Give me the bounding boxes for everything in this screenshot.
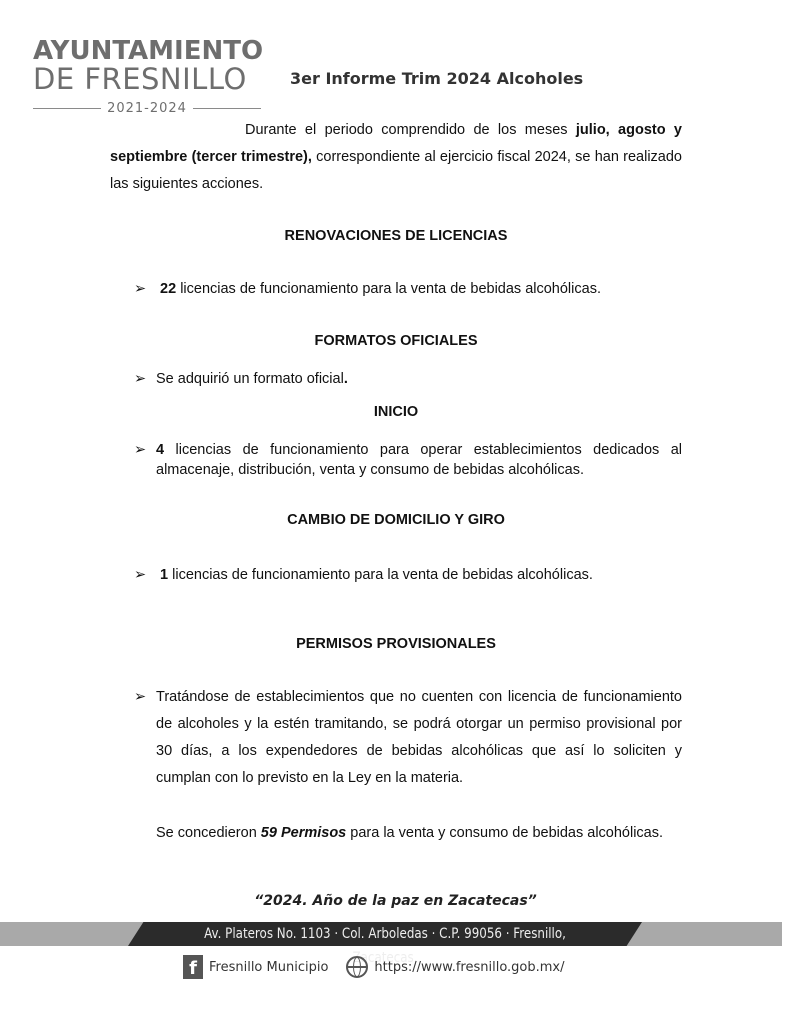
- item-text: licencias de funcionamiento para operar establecimientos dedicados al almacenaje, distribución, venta y consumo de bebidas alcohólicas.: [156, 442, 682, 478]
- arrow-bullet-icon: ➢: [134, 442, 147, 458]
- facebook-link[interactable]: Fresnillo Municipio: [209, 959, 329, 975]
- globe-icon: [346, 956, 368, 978]
- logo-ayuntamiento: AYUNTAMIENTO: [33, 36, 264, 66]
- list-item: [134, 440, 682, 480]
- permisos-count: 59 Permisos: [260, 825, 347, 841]
- list-item: [134, 684, 682, 792]
- logo-years: [33, 101, 261, 116]
- logo-fresnillo: DE FRESNILLO: [33, 62, 247, 96]
- arrow-bullet-icon: ➢: [134, 689, 147, 705]
- item-text: Tratándose de establecimientos que no cuenten con licencia de funcionamiento de alcoholes y la estén tramitando, se podrá otorgar un permiso provisional por 30 días, a los expendedores de bebidas alcohólicas que así lo soliciten y cumplan con lo previsto en la Ley en la materia.: [156, 689, 682, 786]
- arrow-bullet-icon: ➢: [134, 371, 147, 387]
- count: 4: [156, 442, 165, 458]
- document-title: 3er Informe Trim 2024 Alcoholes: [290, 69, 584, 88]
- logo-years-text: 2021-2024: [107, 101, 187, 116]
- intro-text: Durante el periodo comprendido de los meses: [245, 122, 576, 138]
- heading-formatos: FORMATOS OFICIALES: [314, 333, 478, 349]
- footer-social: [183, 955, 565, 979]
- heading-renovaciones: RENOVACIONES DE LICENCIAS: [284, 228, 508, 244]
- heading-permisos: PERMISOS PROVISIONALES: [296, 636, 496, 652]
- arrow-bullet-icon: ➢: [134, 567, 147, 583]
- intro-bold: julio, agosto y septiembre (tercer trimestre),: [110, 122, 682, 165]
- facebook-icon: f: [183, 955, 203, 979]
- heading-inicio: INICIO: [373, 404, 419, 420]
- permisos-paragraph: [134, 820, 682, 847]
- permisos-text: Se concedieron: [156, 825, 261, 841]
- item-text: Se adquirió un formato oficial: [156, 371, 344, 387]
- item-end: .: [343, 371, 348, 387]
- item-text: licencias de funcionamiento para la venta de bebidas alcohólicas.: [176, 281, 601, 297]
- footer-motto: “2024. Año de la paz en Zacatecas”: [254, 893, 537, 909]
- website-link[interactable]: https://www.fresnillo.gob.mx/: [374, 959, 565, 975]
- list-item: [134, 562, 682, 589]
- footer-address: Av. Plateros No. 1103 · Col. Arboledas · C.P. 99056 · Fresnillo, Zacatecas.: [204, 926, 566, 966]
- item-text: licencias de funcionamiento para la venta de bebidas alcohólicas.: [168, 567, 593, 583]
- heading-cambio-domicilio: CAMBIO DE DOMICILIO Y GIRO: [287, 512, 505, 528]
- count: 1: [160, 567, 169, 583]
- list-item: [134, 366, 682, 393]
- count: 22: [160, 281, 177, 297]
- intro-text-2: correspondiente al ejercicio fiscal 2024, se han realizado las siguientes acciones.: [110, 149, 682, 192]
- arrow-bullet-icon: ➢: [134, 281, 147, 297]
- list-item: [134, 276, 682, 303]
- permisos-text-2: para la venta y consumo de bebidas alcohólicas.: [346, 825, 664, 841]
- intro-paragraph: [110, 117, 682, 198]
